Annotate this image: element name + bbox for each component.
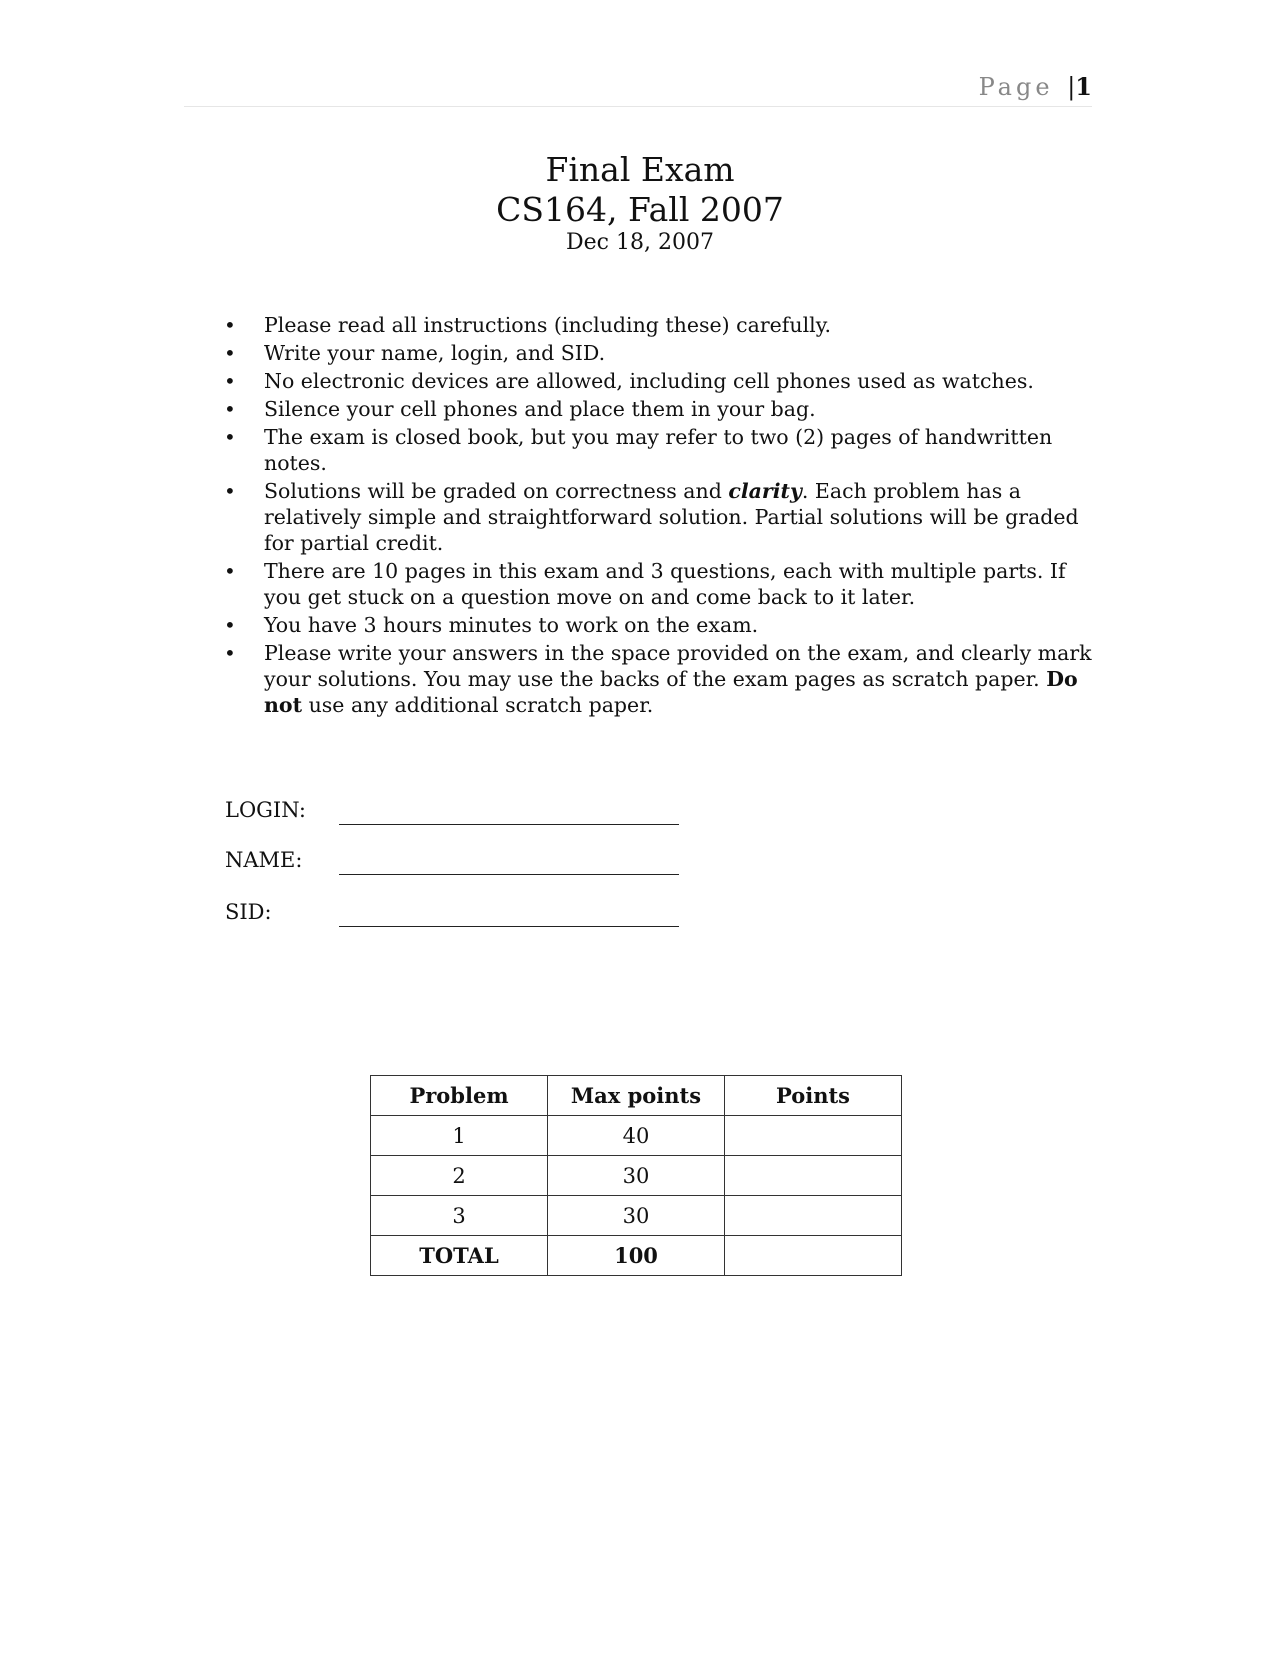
page-label: Page	[978, 73, 1054, 101]
instruction-text: Solutions will be graded on correctness and	[264, 479, 729, 503]
table-cell: 3	[371, 1196, 548, 1236]
instruction-emphasis: clarity	[728, 479, 802, 503]
instruction-item: • The exam is closed book, but you may refer to two (2) pages of handwritten notes.	[222, 424, 1102, 476]
instruction-item: • There are 10 pages in this exam and 3 questions, each with multiple parts. If you get stuck on a question move on and come back to it later.	[222, 558, 1102, 610]
page-header	[184, 70, 1092, 107]
points-cell	[725, 1156, 902, 1196]
sid-field	[225, 900, 725, 940]
table-cell: 1	[371, 1116, 548, 1156]
instruction-text: Please write your answers in the space provided on the exam, and clearly mark your solutions. You may use the backs of the exam pages as scratch paper.	[264, 641, 1092, 691]
column-header: Points	[725, 1076, 902, 1116]
table-cell: 30	[548, 1196, 725, 1236]
name-label: NAME:	[225, 848, 303, 872]
exam-date: Dec 18, 2007	[566, 230, 714, 255]
name-field	[225, 848, 725, 888]
instruction-text: use any additional scratch paper.	[302, 693, 654, 717]
total-row	[371, 1236, 902, 1276]
points-cell	[725, 1196, 902, 1236]
sid-line[interactable]	[339, 926, 679, 927]
column-header: Problem	[371, 1076, 548, 1116]
sid-label: SID:	[225, 900, 272, 924]
course-title: CS164, Fall 2007	[496, 190, 784, 229]
points-cell	[725, 1116, 902, 1156]
exam-title: Final Exam	[545, 150, 735, 189]
login-label: LOGIN:	[225, 798, 306, 822]
page-number	[979, 72, 1092, 101]
instruction-text: . Each problem has a relatively simple and straightforward solution. Partial solutions will be graded for partial credit.	[264, 479, 1079, 555]
table-cell: 2	[371, 1156, 548, 1196]
table-row	[371, 1196, 902, 1236]
instruction-item	[222, 640, 1102, 718]
instruction-item	[222, 478, 1102, 556]
table-row	[371, 1156, 902, 1196]
instruction-item: • Write your name, login, and SID.	[222, 340, 1102, 366]
instruction-bold: Do not	[264, 667, 1078, 717]
page-separator: |	[1067, 73, 1076, 101]
instruction-item: • Silence your cell phones and place them in your bag.	[222, 396, 1102, 422]
total-points-cell	[725, 1236, 902, 1276]
instructions-list	[222, 312, 1102, 718]
score-table	[370, 1075, 902, 1276]
table-row	[371, 1116, 902, 1156]
page-number-value: 1	[1075, 72, 1092, 101]
login-field	[225, 798, 725, 838]
instruction-item: • Please read all instructions (including these) carefully.	[222, 312, 1102, 338]
total-max-points: 100	[548, 1236, 725, 1276]
total-label: TOTAL	[371, 1236, 548, 1276]
login-line[interactable]	[339, 824, 679, 825]
table-header-row	[371, 1076, 902, 1116]
table-cell: 30	[548, 1156, 725, 1196]
instruction-item: • No electronic devices are allowed, including cell phones used as watches.	[222, 368, 1102, 394]
column-header: Max points	[548, 1076, 725, 1116]
name-line[interactable]	[339, 874, 679, 875]
instruction-item: • You have 3 hours minutes to work on the exam.	[222, 612, 1102, 638]
table-cell: 40	[548, 1116, 725, 1156]
